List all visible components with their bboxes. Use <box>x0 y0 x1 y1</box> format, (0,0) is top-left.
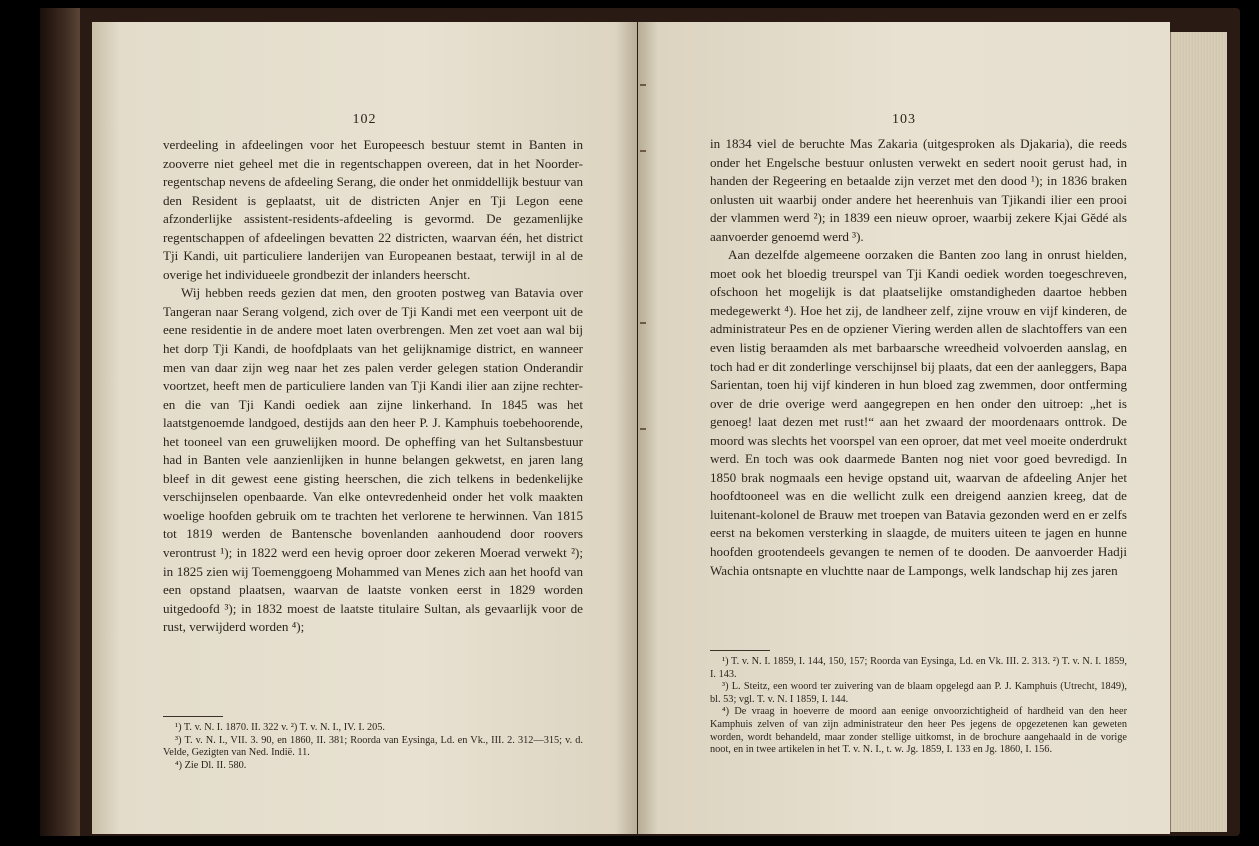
left-footnotes <box>163 722 583 772</box>
left-footnote-rule <box>163 716 223 717</box>
book-cover-edge <box>40 8 80 836</box>
right-footnote-1: ¹) T. v. N. I. 1859, I. 144, 150, 157; Roorda van Eysinga, Ld. en Vk. III. 2. 313. ²) T. v. N. I. 1859, I. 143. <box>710 656 1127 680</box>
left-page <box>92 22 637 834</box>
right-body-text <box>710 135 1127 580</box>
gutter-mark <box>640 150 646 152</box>
right-paragraph-2: Aan dezelfde algemeene oorzaken die Banten zoo lang in onrust hielden, moet ook het bloedig treurspel van Tji Kandi oediek worden toegeschreven, ofschoon het mogelijk is dat plaatselijke omstandigheden daartoe hebben medegewerkt ⁴). Hoe het zij, de landheer zelf, zijne vrouw en vijf kinderen, de administrateur Pes en de opziener Viering werden allen de slachtoffers van een even listig beraamden als met barbaarsche wreedheid volvoerden aanslag, en toch had er dit zonderlinge verschijnsel bij plaats, dat een der aanleggers, Bapa Sarientan, toen hij vijf kinderen in hun bloed zag zwemmen, door ontferming over de drie overige werd aangegrepen en hen onder den uitroep: „het is genoeg! laat dezen met rust!“ aan het zwaard der moordenaars onttrok. De moord was slechts het voorspel van een oproer, dat met veel moeite onderdrukt werd. En toch was ook daarmede Banten nog niet voor goed bevredigd. In 1850 brak nogmaals een hevige opstand uit, waarvan de afdeeling Anjer het hoofdtooneel was en die wellicht zulk een dreigend aanzien kreeg, dat de luitenant-kolonel de Brauw met troepen van Batavia gezonden werd en er zelfs eerst na bekomen versterking in slaagde, de muiters uiteen te jagen en hunne hoofden grootendeels gevangen te nemen of te dooden. De aanvoerder Hadji Wachia ontsnapte en vluchtte naar de Lampongs, welk landschap hij zes jaren <box>710 247 1127 578</box>
book <box>40 8 1240 836</box>
left-footnote-3: ⁴) Zie Dl. II. 580. <box>175 759 247 771</box>
right-footnote-2: ³) L. Steitz, een woord ter zuivering van de blaam opgelegd aan P. J. Kamphuis (Utrecht, 1849), bl. 53; vgl. T. v. N. I 1859, I. 144. <box>710 681 1127 705</box>
left-body-text <box>163 136 583 637</box>
gutter-mark <box>640 84 646 86</box>
right-footnote-rule <box>710 650 770 651</box>
right-paragraph-1: in 1834 viel de beruchte Mas Zakaria (uitgesproken als Djakaria), die reeds onder het Engelsche bestuur onlusten verwekt en sedert nooit gerust had, in handen der Regeering en betaalde zijn verzet met den dood ¹); in 1836 braken onlusten uit waarbij onder andere het heerenhuis van Tjikandi ilier een prooi der vlammen werd ²); in 1839 een nieuw oproer, waarbij zekere Kjai Gĕdé als aanvoerder genoemd werd ³). <box>710 136 1127 244</box>
page-number-right: 103 <box>892 112 916 127</box>
left-paragraph-1: verdeeling in afdeelingen voor het Europeesch bestuur stemt in Banten in zooverre niet geheel met die in regentschappen overeen, dat in het Noorder-regentschap nevens de afdeeling Serang, die onder het onmiddellijk bestuur van den Resident is geplaatst, uit de districten Anjer en Tji Legon eene afzonderlijke assistent-residents-afdeeling is gevormd. De gezamenlijke regentschappen of afdeelingen bevatten 22 districten, waarvan één, het district Tji Kandi, uit particuliere landerijen van Europeanen bestaat, terwijl in al de overige het individueele grondbezit der inlanders heerscht. <box>163 137 583 282</box>
left-footnote-2: ³) T. v. N. I., VII. 3. 90, en 1860, II. 381; Roorda van Eysinga, Ld. en Vk., III. 2. 312—315; v. d. Velde, Gezigten van Ned. Indië. 11. <box>163 734 583 759</box>
left-footnote-1: ¹) T. v. N. I. 1870. II. 322 v. ²) T. v. N. I., IV. I. 205. <box>175 722 385 733</box>
right-footnote-3: ⁴) De vraag in hoeverre de moord aan eenige onvoorzichtigheid of hardheid van den heer Kamphuis zelven of van zijn administrateur den heer Pes jegens de opgezetenen kan geweten worden, wordt behandeld, maar zonder stellige uitkomst, in de brochure aangehaald in de vorige noot, en in twee artikelen in het T. v. N. I., t. w. Jg. 1859, I. 133 en Jg. 1860, I. 156. <box>710 706 1127 756</box>
page-block-edge <box>1170 32 1227 832</box>
gutter-mark <box>640 322 646 324</box>
right-footnotes <box>710 656 1127 757</box>
right-page <box>638 22 1170 834</box>
gutter-mark <box>640 428 646 430</box>
page-number-left: 102 <box>352 112 377 127</box>
left-paragraph-2: Wij hebben reeds gezien dat men, den grooten postweg van Batavia over Tangeran naar Serang volgend, zich over de Tji Kandi met een veerpont uit de eene residentie in de andere moet laten overbrengen. Men zet voet aan wal bij het dorp Tji Kandi, de hoofdplaats van het gelijknamige district, en wanneer men van daar zijn weg naar het zes palen verder gelegen station Onderandir voortzet, heeft men de particuliere landen van Tji Kandi ilier aan zijne rechter- en die van Tji Kandi oediek aan zijne linkerhand. In 1845 was het laatstgenoemde landgoed, destijds aan den heer P. J. Kamphuis toebehoorende, het tooneel van een gruwelijken moord. De opheffing van het Sultansbestuur had in Banten vele aanzienlijken in hunne belangen gekwetst, en jaren lang bleef in dit gewest eene gisting heerschen, die zich telkens in bedenkelijke verschijnselen openbaarde. Van elke ontevredenheid onder het volk maakten woelige hoofden gebruik om te trachten het verlorene te herwinnen. Van 1815 tot 1819 werden de Bantensche bovenlanden aanhoudend door roovers verontrust ¹); in 1822 werd een hevig oproer door zekeren Moerad verwekt ²); in 1825 zien wij Toemenggoeng Mohammed van Menes zich aan het hoofd van een opstand plaatsen, waarvan de laatste vonken eerst in 1829 worden uitgedoofd ³); in 1832 moest de laatste titulaire Sultan, als gevaarlijk voor de rust, verwijderd worden ⁴); <box>163 285 583 635</box>
